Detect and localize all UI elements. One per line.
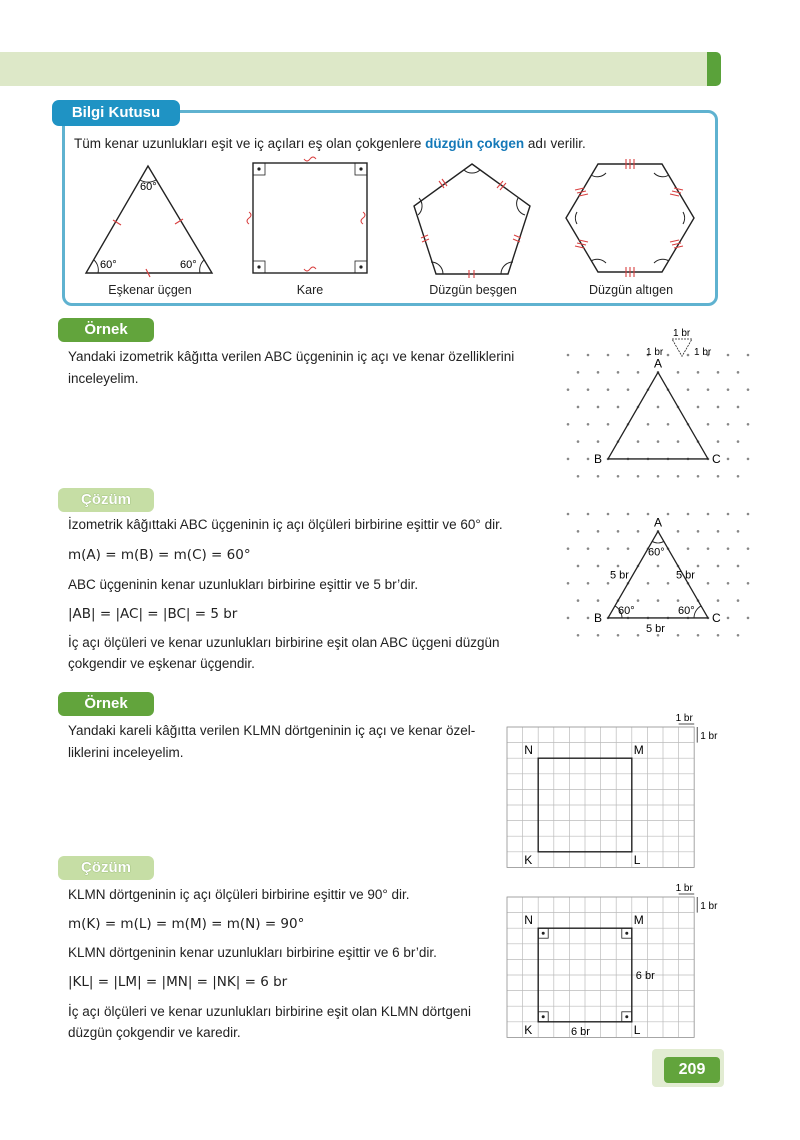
grid-dot — [587, 458, 590, 461]
regular-hexagon-figure — [564, 158, 704, 278]
grid-dot — [697, 530, 700, 533]
vertex-l-label: L — [633, 852, 641, 867]
vertex-l-label: L — [633, 1022, 641, 1037]
right-angle-dot — [625, 1015, 628, 1018]
grid-dot — [667, 513, 670, 516]
grid-dot — [707, 582, 710, 585]
angle-c-arc — [694, 606, 701, 618]
grid-dot — [647, 513, 650, 516]
info-box-label: Bilgi Kutusu — [52, 100, 180, 126]
grid-dot — [747, 458, 750, 461]
grid-dot — [697, 634, 700, 637]
grid-dot — [747, 388, 750, 391]
highlight-term: düzgün çokgen — [425, 136, 525, 151]
unit-left-label: 1 br — [646, 347, 664, 358]
isometric-grid-triangle-abc-solution — [560, 510, 760, 665]
grid-dot — [617, 371, 620, 374]
grid-dot — [587, 617, 590, 620]
vertex-c-label: C — [712, 451, 721, 466]
grid-dot — [607, 423, 610, 426]
grid-dot — [717, 371, 720, 374]
regular-pentagon-figure — [408, 158, 538, 278]
grid-dot — [727, 354, 730, 357]
solution2-line5: İç açı ölçüleri ve kenar uzunlukları birbirine eşit olan KLMN dörtgeni — [68, 1004, 471, 1019]
equilateral-triangle-figure — [80, 158, 220, 278]
vertex-b-label: B — [594, 451, 603, 466]
grid-dot — [567, 547, 570, 550]
grid-dot — [617, 475, 620, 478]
grid-dot — [567, 458, 570, 461]
grid-dot — [657, 565, 660, 568]
grid-dot — [577, 440, 580, 443]
grid-dot — [647, 582, 650, 585]
info-box-text: Tüm kenar uzunlukları eşit ve iç açıları eş olan çokgenlere düzgün çokgen adı verilir. — [74, 136, 586, 151]
grid-dot — [717, 440, 720, 443]
page-number: 209 — [664, 1057, 720, 1083]
right-angle-dot — [542, 932, 545, 935]
example2-text: Yandaki kareli kâğıtta verilen KLMN dörtgeninin iç açı ve kenar özel- liklerini inceleyelim. — [68, 723, 476, 760]
grid-dot — [627, 513, 630, 516]
grid-dot — [697, 565, 700, 568]
grid-dot — [637, 599, 640, 602]
grid-dot — [607, 354, 610, 357]
grid-dot — [697, 371, 700, 374]
grid-dot — [737, 599, 740, 602]
angle-c-label: 60° — [678, 604, 695, 617]
grid-dot — [587, 354, 590, 357]
vertex-m-label: M — [633, 743, 644, 758]
grid-dot — [637, 634, 640, 637]
square-grid-klmn — [505, 715, 735, 875]
grid-dot — [697, 475, 700, 478]
grid-dot — [577, 599, 580, 602]
grid-dot — [627, 388, 630, 391]
grid-dot — [647, 423, 650, 426]
grid-dot — [747, 582, 750, 585]
grid-dot — [597, 406, 600, 409]
grid-dot — [567, 354, 570, 357]
grid-dot — [617, 406, 620, 409]
grid-dot — [567, 617, 570, 620]
grid-dot — [607, 388, 610, 391]
isometric-grid-triangle-abc — [560, 325, 760, 475]
square-figure — [248, 158, 378, 278]
solution-badge: Çözüm — [58, 856, 154, 880]
angle-a-arc — [652, 541, 664, 543]
grid-dot — [687, 513, 690, 516]
grid-dot — [597, 530, 600, 533]
side-bc-label: 5 br — [646, 622, 665, 635]
grid-dot — [687, 354, 690, 357]
grid-dot — [577, 565, 580, 568]
grid-dot — [617, 565, 620, 568]
unit-top-label: 1 br — [673, 328, 691, 339]
vertex-m-label: M — [633, 913, 644, 928]
grid-dot — [727, 582, 730, 585]
grid-dot — [717, 530, 720, 533]
grid-dot — [597, 599, 600, 602]
grid-dot — [577, 475, 580, 478]
header-band — [0, 52, 712, 86]
grid-dot — [567, 513, 570, 516]
grid-dot — [657, 599, 660, 602]
grid-dot — [747, 354, 750, 357]
grid-dot — [597, 634, 600, 637]
grid-dot — [617, 634, 620, 637]
grid-dot — [577, 634, 580, 637]
grid-dot — [627, 354, 630, 357]
grid-dot — [657, 406, 660, 409]
grid-dot — [737, 406, 740, 409]
angle-b-label: 60° — [618, 604, 635, 617]
grid-dot — [707, 423, 710, 426]
grid-dot — [587, 388, 590, 391]
right-angle-dot — [625, 932, 628, 935]
solution2-line3: KLMN dörtgeninin kenar uzunlukları birbirine eşittir ve 6 br’dir. — [68, 945, 437, 960]
grid-dot — [727, 388, 730, 391]
grid-dot — [727, 458, 730, 461]
angle-a-label: 60° — [648, 546, 665, 559]
grid-dot — [697, 406, 700, 409]
grid-dot — [667, 582, 670, 585]
grid-dot — [607, 582, 610, 585]
unit-right-label: 1 br — [700, 731, 718, 742]
shape-label-hexagon: Düzgün altıgen — [588, 283, 674, 297]
grid-dot — [747, 617, 750, 620]
grid-dot — [637, 371, 640, 374]
side-kl-label: 6 br — [571, 1025, 590, 1038]
example-badge: Örnek — [58, 692, 154, 716]
grid-dot — [747, 547, 750, 550]
side-ac-label: 5 br — [676, 569, 695, 582]
grid-dot — [677, 440, 680, 443]
unit-top-label: 1 br — [675, 883, 693, 894]
grid-dot — [607, 513, 610, 516]
square-grid-klmn-solution — [505, 885, 735, 1045]
grid-dot — [727, 423, 730, 426]
grid-dot — [617, 530, 620, 533]
grid-dot — [737, 530, 740, 533]
solution1-line3: ABC üçgeninin kenar uzunlukları birbirine eşittir ve 5 br’dir. — [68, 577, 419, 592]
svg-text:60°: 60° — [100, 259, 117, 271]
grid-dot — [577, 371, 580, 374]
grid-dot — [577, 406, 580, 409]
grid-dot — [747, 513, 750, 516]
grid-dot — [597, 475, 600, 478]
solution2-line6: düzgün çokgendir ve karedir. — [68, 1025, 241, 1040]
grid-dot — [567, 423, 570, 426]
svg-text:60°: 60° — [180, 259, 197, 271]
grid-dot — [717, 475, 720, 478]
grid-dot — [717, 406, 720, 409]
grid-dot — [687, 388, 690, 391]
grid-dot — [677, 599, 680, 602]
grid-dot — [747, 423, 750, 426]
grid-dot — [717, 634, 720, 637]
header-tab — [707, 52, 721, 86]
grid-dot — [587, 582, 590, 585]
grid-dot — [567, 582, 570, 585]
grid-dot — [587, 547, 590, 550]
grid-dot — [587, 513, 590, 516]
grid-dot — [597, 371, 600, 374]
grid-dot — [717, 565, 720, 568]
grid-dot — [707, 513, 710, 516]
grid-dot — [667, 423, 670, 426]
example-badge: Örnek — [58, 318, 154, 342]
grid-dot — [597, 565, 600, 568]
grid-dot — [587, 423, 590, 426]
side-lm-label: 6 br — [635, 970, 655, 982]
solution-badge: Çözüm — [58, 488, 154, 512]
side-ab-label: 5 br — [610, 569, 629, 582]
vertex-n-label: N — [524, 913, 533, 928]
grid-dot — [677, 530, 680, 533]
unit-triangle — [672, 339, 692, 356]
vertex-c-label: C — [712, 610, 721, 625]
grid-dot — [717, 599, 720, 602]
grid-dot — [627, 547, 630, 550]
vertex-n-label: N — [524, 743, 533, 758]
grid-dot — [637, 440, 640, 443]
grid-dot — [567, 388, 570, 391]
shape-label-triangle: Eşkenar üçgen — [108, 283, 192, 297]
shape-label-square: Kare — [296, 283, 324, 297]
grid-dot — [597, 440, 600, 443]
triangle-abc — [608, 372, 708, 459]
solution1-line6: çokgendir ve eşkenar üçgendir. — [68, 656, 255, 671]
grid-dot — [737, 475, 740, 478]
solution1-line5: İç açı ölçüleri ve kenar uzunlukları birbirine eşit olan ABC üçgeni düzgün — [68, 635, 500, 650]
solution1-line2: m(A) = m(B) = m(C) = 60° — [68, 547, 251, 563]
grid-dot — [687, 547, 690, 550]
grid-dot — [727, 513, 730, 516]
grid-dot — [737, 634, 740, 637]
solution1-line1: İzometrik kâğıttaki ABC üçgeninin iç açı ölçüleri birbirine eşittir ve 60° dir. — [68, 517, 503, 532]
grid-dot — [667, 354, 670, 357]
right-angle-dot — [542, 1015, 545, 1018]
unit-right-label: 1 br — [694, 347, 712, 358]
grid-dot — [677, 475, 680, 478]
grid-dot — [657, 475, 660, 478]
vertex-k-label: K — [524, 1022, 533, 1037]
grid-dot — [727, 617, 730, 620]
grid-dot — [577, 530, 580, 533]
vertex-b-label: B — [594, 610, 603, 625]
grid-dot — [657, 440, 660, 443]
solution2-line4: |KL| = |LM| = |MN| = |NK| = 6 br — [68, 974, 288, 990]
grid-dot — [677, 371, 680, 374]
svg-text:60°: 60° — [140, 181, 157, 193]
unit-top-label: 1 br — [675, 713, 693, 724]
solution2-line1: KLMN dörtgeninin iç açı ölçüleri birbirine eşittir ve 90° dir. — [68, 887, 410, 902]
vertex-k-label: K — [524, 852, 533, 867]
grid-dot — [637, 475, 640, 478]
solution2-line2: m(K) = m(L) = m(M) = m(N) = 90° — [68, 916, 305, 932]
vertex-a-label: A — [654, 356, 663, 371]
grid-dot — [707, 547, 710, 550]
unit-right-label: 1 br — [700, 901, 718, 912]
grid-dot — [707, 388, 710, 391]
grid-dot — [737, 565, 740, 568]
grid-dot — [727, 547, 730, 550]
vertex-a-label: A — [654, 515, 663, 530]
grid-dot — [677, 634, 680, 637]
grid-dot — [637, 530, 640, 533]
solution1-line4: |AB| = |AC| = |BC| = 5 br — [68, 606, 238, 622]
shape-label-pentagon: Düzgün beşgen — [429, 283, 517, 297]
example1-text: Yandaki izometrik kâğıtta verilen ABC üçgeninin iç açı ve kenar özelliklerini inceleyelim. — [68, 349, 515, 386]
grid-dot — [737, 371, 740, 374]
grid-dot — [607, 547, 610, 550]
grid-dot — [737, 440, 740, 443]
